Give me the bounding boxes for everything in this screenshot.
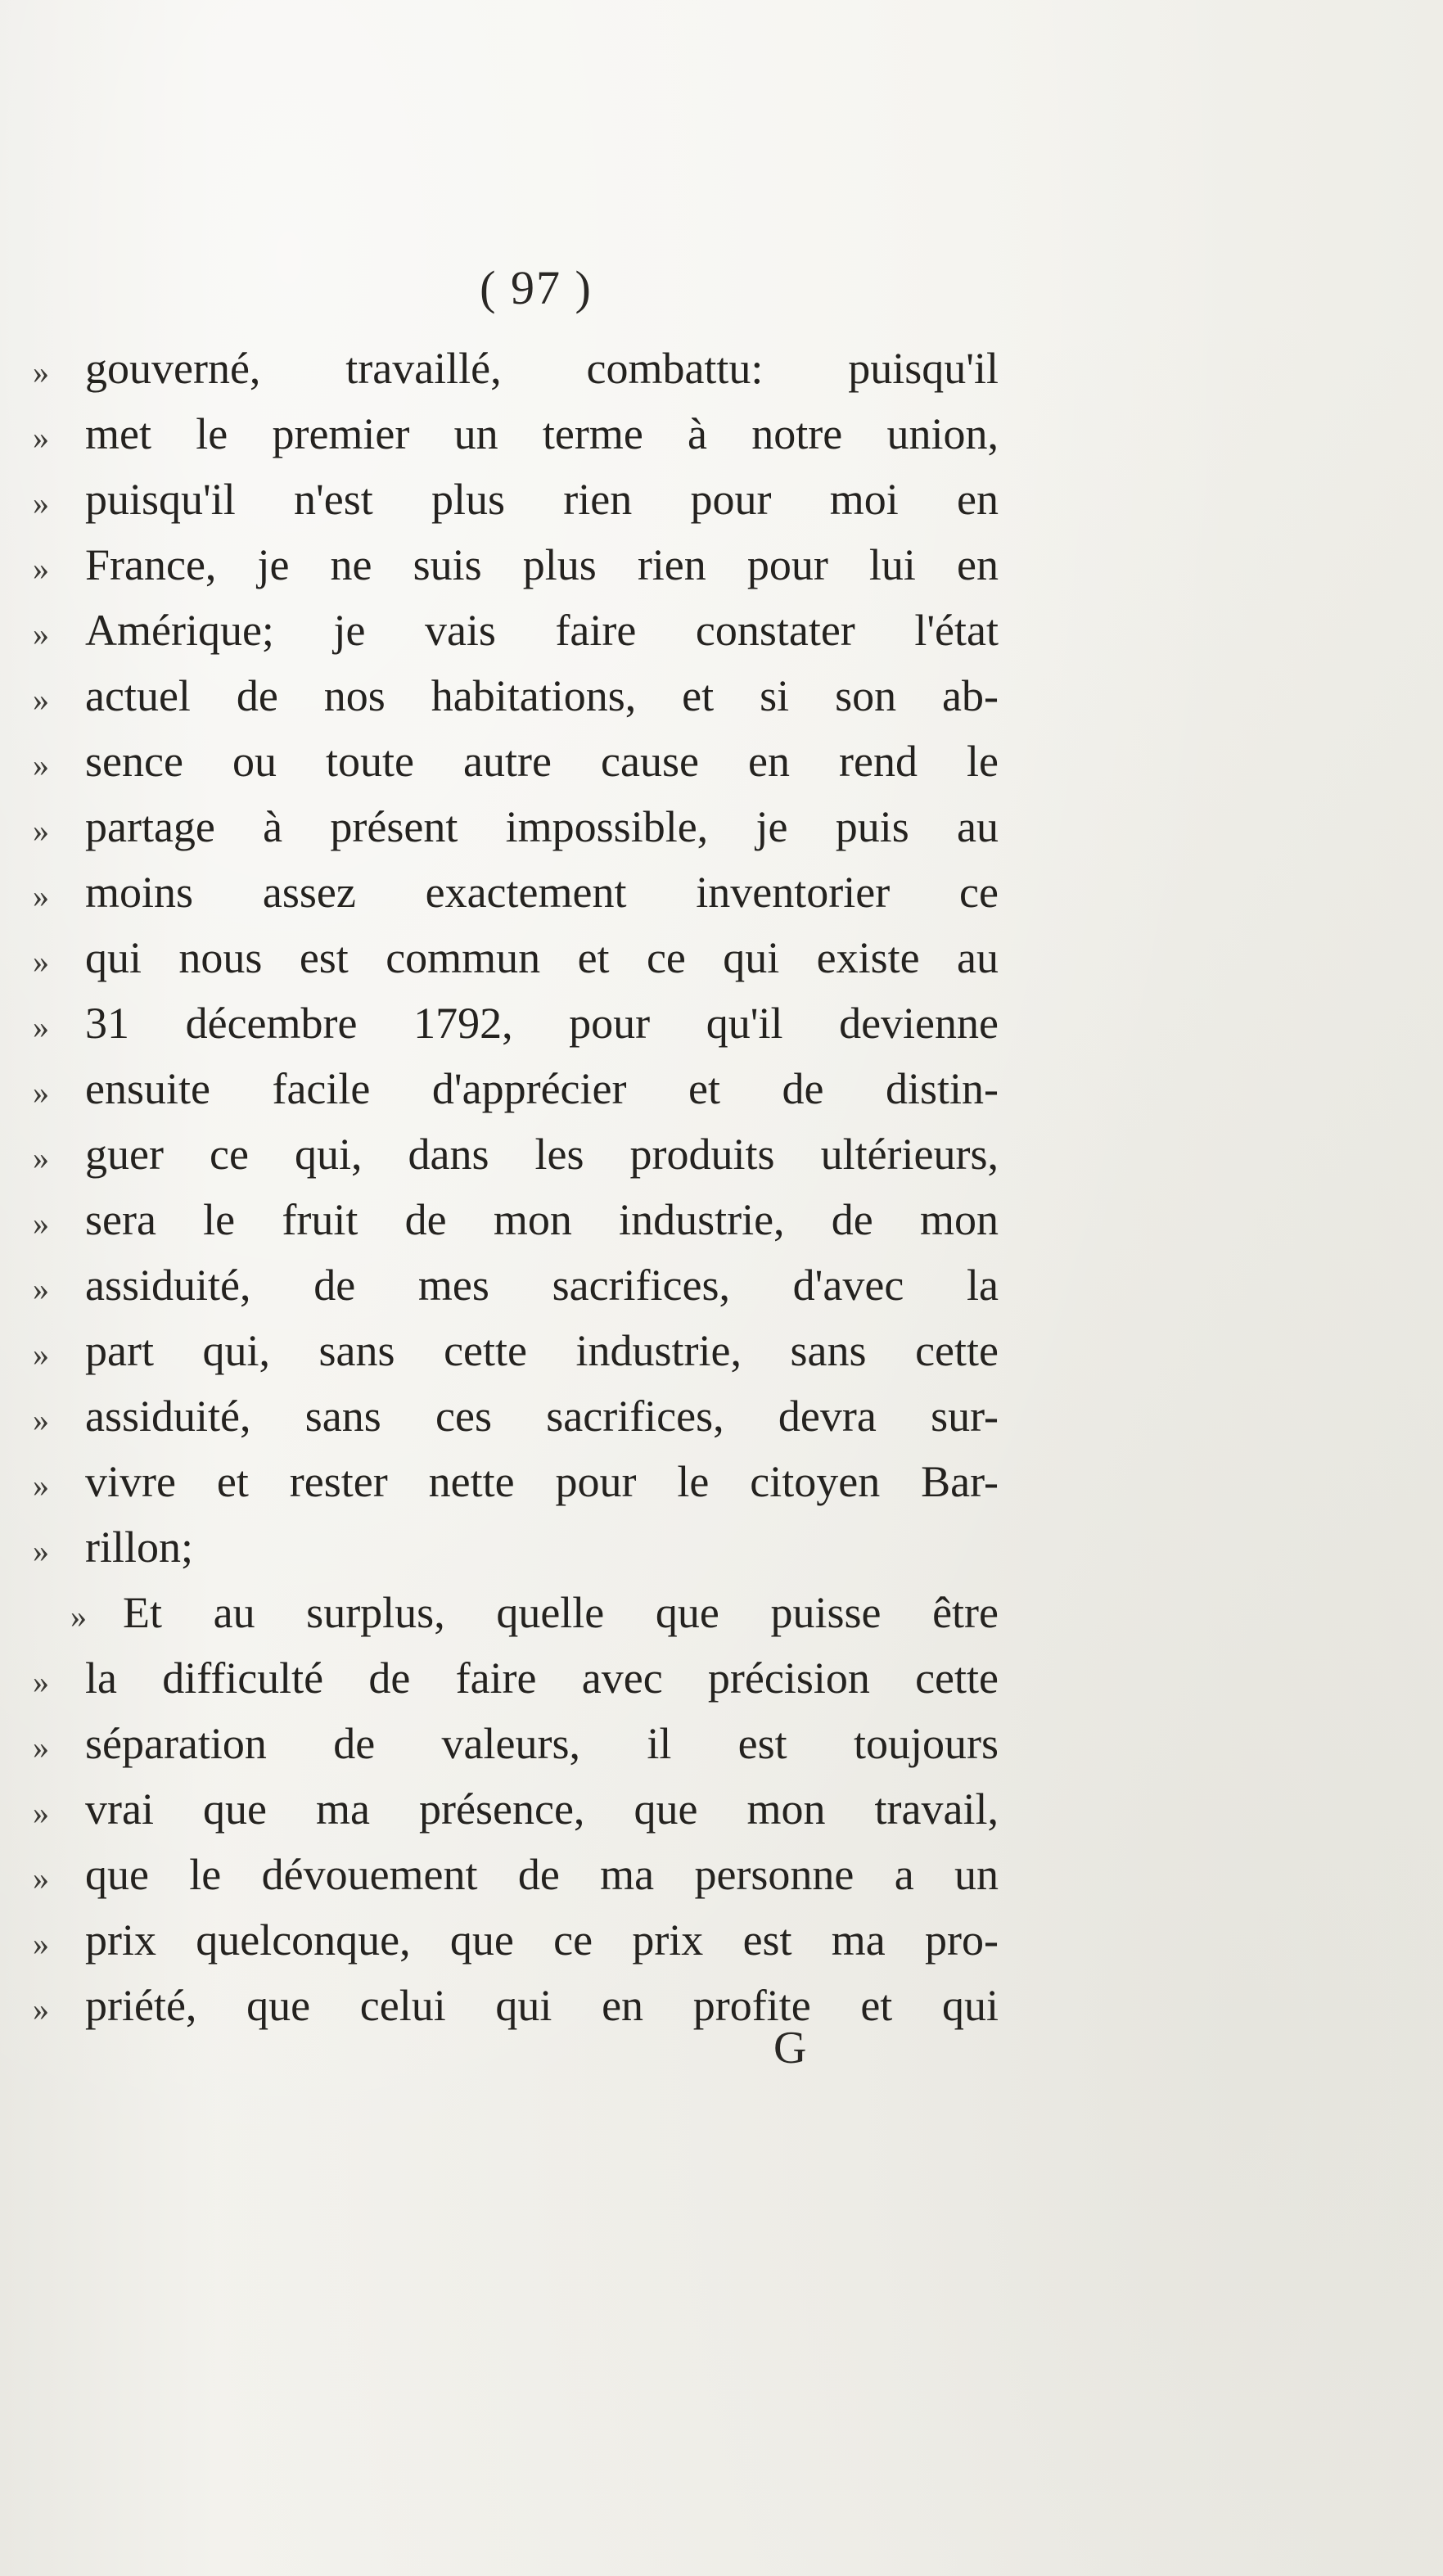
line-text: met le premier un terme à notre union, [85,409,999,458]
text-line [33,401,999,467]
line-text: France, je ne suis plus rien pour lui en [85,540,999,589]
line-text: vivre et rester nette pour le citoyen Bar- [85,1457,999,1506]
line-text: partage à présent impossible, je puis au [85,802,999,851]
text-line [33,663,999,729]
line-text: vrai que ma présence, que mon travail, [85,1784,999,1834]
quote-mark: » [33,1401,49,1438]
quote-mark: » [33,1270,49,1307]
line-text: ensuite facile d'apprécier et de distin- [85,1064,999,1113]
signature-mark: G [773,2023,807,2073]
quote-mark: » [33,812,49,849]
text-line [33,794,999,859]
quote-mark: » [33,616,49,652]
line-text: prix quelconque, que ce prix est ma pro- [85,1915,999,1965]
quote-mark: » [33,877,49,914]
line-text: guer ce qui, dans les produits ultérieurs, [85,1130,999,1179]
quote-mark: » [33,354,49,390]
line-text: que le dévouement de ma personne a un [85,1850,999,1899]
text-line [33,1121,999,1187]
line-text: gouverné, travaillé, combattu: puisqu'il [85,344,999,393]
quote-mark: » [33,681,49,718]
text-line [33,1973,999,2038]
quote-mark: » [33,1467,49,1504]
quote-mark: » [33,1925,49,1962]
quote-mark: » [33,1663,49,1700]
text-line [33,1318,999,1383]
text-line [33,1449,999,1514]
line-text: assiduité, de mes sacrifices, d'avec la [85,1261,999,1310]
quote-mark: » [33,419,49,456]
quote-mark: » [33,1074,49,1111]
text-line [33,336,999,401]
quote-mark: » [33,747,49,783]
text-line [33,925,999,990]
quote-mark: » [33,1991,49,2028]
text-line [33,1842,999,1907]
quote-mark: » [33,1139,49,1176]
quote-mark: » [33,1008,49,1045]
text-line [33,1056,999,1121]
text-line [33,990,999,1056]
text-line [33,1514,999,1580]
quote-mark: » [33,1532,49,1569]
text-line [33,729,999,794]
line-text: Et au surplus, quelle que puisse être [123,1588,999,1637]
page-number: ( 97 ) [480,261,593,314]
line-text: la difficulté de faire avec précision cette [85,1653,999,1703]
line-text: qui nous est commun et ce qui existe au [85,933,999,982]
quote-mark: » [33,1794,49,1831]
line-text: moins assez exactement inventorier ce [85,868,999,917]
text-line [33,1187,999,1252]
text-line [33,532,999,598]
quote-mark: » [33,485,49,521]
quote-mark: » [33,1336,49,1373]
text-line [33,859,999,925]
line-text: rillon; [85,1523,193,1572]
text-line [33,1711,999,1776]
line-text: part qui, sans cette industrie, sans cette [85,1326,999,1375]
quote-mark: » [33,1729,49,1766]
text-line [33,1383,999,1449]
line-text: assiduité, sans ces sacrifices, devra sur- [85,1392,999,1441]
line-text: puisqu'il n'est plus rien pour moi en [85,475,999,524]
line-text: sera le fruit de mon industrie, de mon [85,1195,999,1244]
text-line [33,1907,999,1973]
line-text: sence ou toute autre cause en rend le [85,737,999,786]
text-line [33,467,999,532]
line-text: 31 décembre 1792, pour qu'il devienne [85,999,999,1048]
line-text: séparation de valeurs, il est toujours [85,1719,999,1768]
text-line [33,598,999,663]
text-line [33,1645,999,1711]
text-line [33,1776,999,1842]
line-text: actuel de nos habitations, et si son ab- [85,671,999,720]
body-text [33,336,999,2038]
line-text: Amérique; je vais faire constater l'état [85,606,999,655]
quote-mark: » [33,943,49,980]
quote-mark: » [70,1598,87,1635]
text-line [33,1580,999,1645]
quote-mark: » [33,1860,49,1897]
text-line [33,1252,999,1318]
quote-mark: » [33,1205,49,1242]
line-text: priété, que celui qui en profite et qui [85,1981,999,2030]
quote-mark: » [33,550,49,587]
